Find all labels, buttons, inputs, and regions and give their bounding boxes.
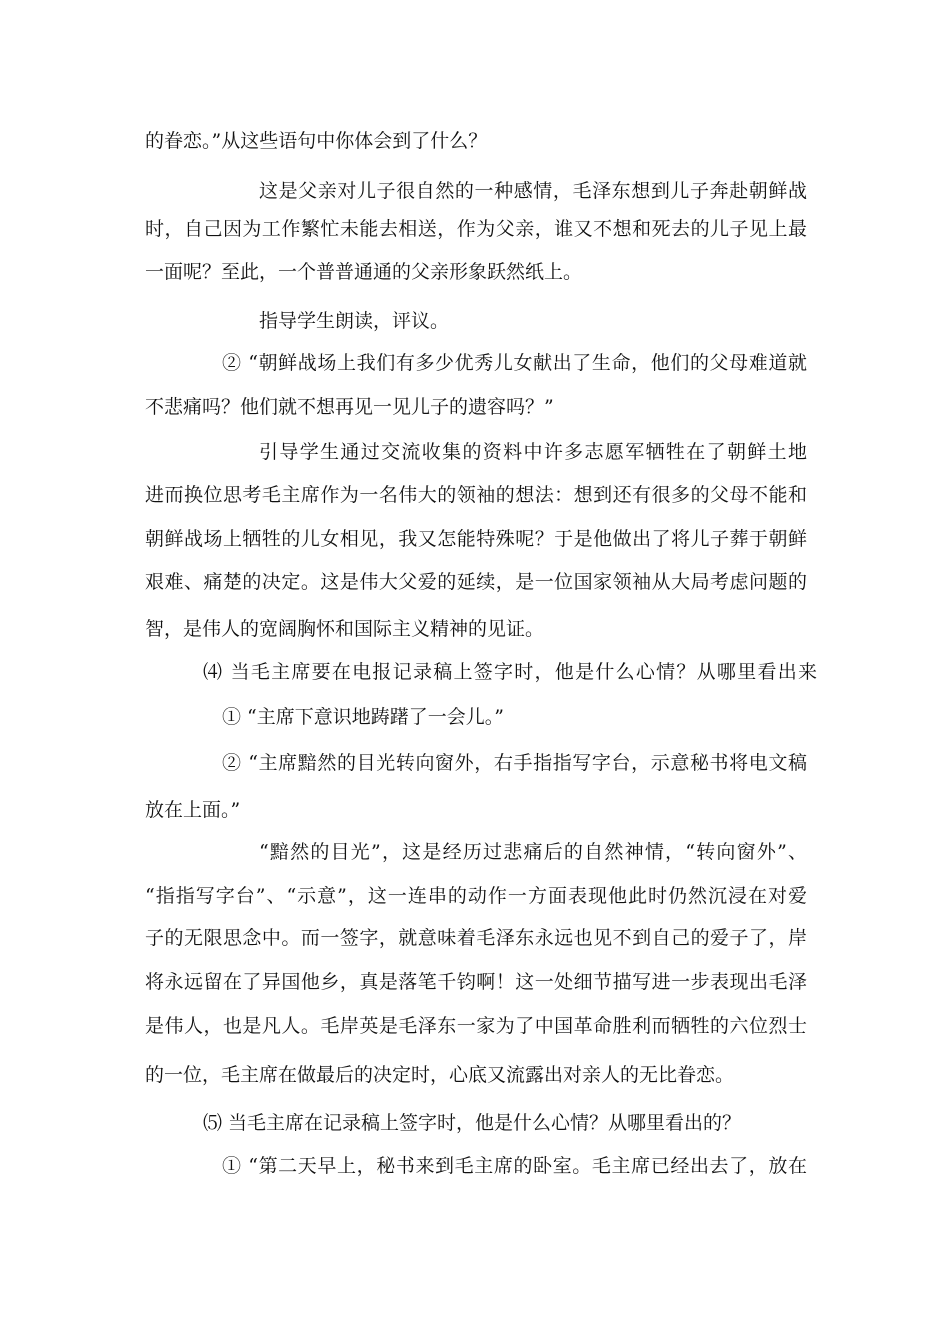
text-line: 不悲痛吗？他们就不想再见一见儿子的遗容吗？” [145, 396, 554, 418]
text-line: 引导学生通过交流收集的资料中许多志愿军牺牲在了朝鲜土地 [259, 441, 807, 463]
text-line: ⑸ 当毛主席在记录稿上签字时，他是什么心情？从哪里看出的？ [203, 1112, 742, 1134]
text-line: “黯然的目光”，这是经历过悲痛后的自然神情，“转向窗外”、 [259, 841, 807, 863]
text-line: 朝鲜战场上牺牲的儿女相见，我又怎能特殊呢？于是他做出了将儿子葬于朝鲜 [145, 528, 807, 550]
text-line: 指导学生朗读，评议。 [259, 310, 450, 332]
text-line: “指指写字台”、“示意”，这一连串的动作一方面表现他此时仍然沉浸在对爱 [145, 885, 807, 907]
text-line: 的一位，毛主席在做最后的决定时，心底又流露出对亲人的无比眷恋。 [145, 1064, 735, 1086]
text-line: ① “主席下意识地踌躇了一会儿。” [222, 706, 504, 728]
text-line: 放在上面。” [145, 799, 241, 821]
text-line: 这是父亲对儿子很自然的一种感情，毛泽东想到儿子奔赴朝鲜战 [259, 180, 807, 202]
text-line: 进而换位思考毛主席作为一名伟大的领袖的想法：想到还有很多的父母不能和 [145, 484, 807, 506]
text-line: 艰难、痛楚的决定。这是伟大父爱的延续，是一位国家领袖从大局考虑问题的 [145, 571, 807, 593]
text-line: 的眷恋。”从这些语句中你体会到了什么？ [145, 130, 488, 152]
text-line: 时，自己因为工作繁忙未能去相送，作为父亲，谁又不想和死去的儿子见上最 [145, 218, 807, 240]
text-line: ⑷ 当毛主席要在电报记录稿上签字时，他是什么心情？从哪里看出来 [203, 661, 817, 683]
text-line: ① “第二天早上，秘书来到毛主席的卧室。毛主席已经出去了，放在 [222, 1155, 807, 1177]
text-line: 子的无限思念中。而一签字，就意味着毛泽东永远也见不到自己的爱子了，岸 [145, 927, 807, 949]
text-line: 一面呢？至此，一个普普通通的父亲形象跃然纸上。 [145, 261, 583, 283]
text-line: ② “主席黯然的目光转向窗外，右手指指写字台，示意秘书将电文稿 [222, 752, 807, 774]
text-line: 将永远留在了异国他乡，真是落笔千钧啊！这一处细节描写进一步表现出毛泽 [145, 971, 807, 993]
text-line: ② “朝鲜战场上我们有多少优秀儿女献出了生命，他们的父母难道就 [222, 352, 807, 374]
text-line: 智，是伟人的宽阔胸怀和国际主义精神的见证。 [145, 618, 545, 640]
text-line: 是伟人，也是凡人。毛岸英是毛泽东一家为了中国革命胜利而牺牲的六位烈士 [145, 1015, 807, 1037]
